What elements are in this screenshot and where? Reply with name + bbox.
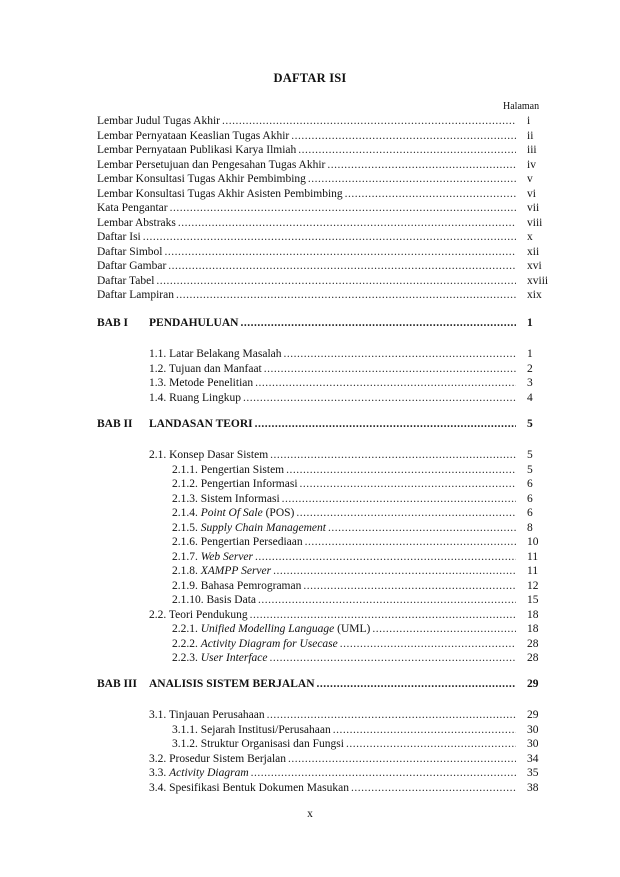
toc-label-text: 3.4. Spesifikasi Bentuk Dokumen Masukan <box>149 781 349 794</box>
toc-label-text: 2.1.4. <box>172 507 201 519</box>
toc-label-italic: Supply Chain Management <box>200 521 326 534</box>
toc-label-italic: Point Of Sale <box>200 507 263 519</box>
toc-entry-label <box>172 737 344 751</box>
dot-leader <box>346 737 516 751</box>
toc-entry-label <box>97 677 315 691</box>
toc-page-number: i <box>527 115 531 127</box>
toc-entry-subsection <box>172 550 518 564</box>
dot-leader <box>340 637 516 651</box>
toc-label-text: 2.1.6. Pengertian Persediaan <box>172 536 303 548</box>
chapter-title: PENDAHULUAN <box>149 317 239 329</box>
dot-leader <box>300 477 516 491</box>
dot-leader <box>222 114 516 128</box>
toc-entry-label <box>97 245 162 259</box>
toc-entry-label <box>172 506 294 520</box>
toc-entry-label <box>149 766 249 780</box>
dot-leader <box>168 259 516 273</box>
toc-entry-subsection <box>172 737 518 751</box>
toc-entry-section <box>149 376 518 390</box>
toc-entry-front-matter <box>97 274 518 288</box>
toc-entry-label <box>97 417 253 431</box>
toc-entry-label <box>149 448 268 462</box>
dot-leader <box>250 608 516 622</box>
toc-label-text: 1.1. Latar Belakang Masalah <box>149 348 282 360</box>
toc-entry-label <box>172 550 253 564</box>
toc-label-text: Lembar Persetujuan dan Pengesahan Tugas Akhir <box>97 158 326 171</box>
toc-label-italic: Activity Diagram for Usecase <box>200 637 338 650</box>
toc-entry-label <box>97 187 343 201</box>
toc-entry-subsection <box>172 723 518 737</box>
toc-entry-label <box>172 477 298 491</box>
toc-entry-subsection <box>172 521 518 535</box>
dot-leader <box>255 550 516 564</box>
toc-entry-subsection <box>172 593 518 607</box>
toc-label-text: Lembar Konsultasi Tugas Akhir Asisten Pembimbing <box>97 187 343 200</box>
toc-entry-label <box>149 752 286 766</box>
toc-entry-label <box>97 216 176 230</box>
chapter-title: LANDASAN TEORI <box>149 418 253 430</box>
toc-entry-front-matter <box>97 158 518 172</box>
dot-leader <box>345 187 516 201</box>
toc-page-number: 30 <box>527 723 539 736</box>
toc-page-number: 6 <box>527 478 533 490</box>
dot-leader <box>270 651 517 665</box>
toc-label-text: 2.1.3. Sistem Informasi <box>172 492 280 505</box>
dot-leader <box>251 766 516 780</box>
toc-label-text: Lembar Abstraks <box>97 216 176 229</box>
toc-label-text: 3.1. Tinjauan Perusahaan <box>149 709 265 721</box>
dot-leader <box>255 417 516 431</box>
toc-label-text: Lembar Judul Tugas Akhir <box>97 115 220 127</box>
toc-page-number: iv <box>527 158 536 171</box>
toc-entry-chapter <box>97 417 518 431</box>
toc-entry-label <box>149 781 349 795</box>
toc-entry-label <box>149 362 262 376</box>
toc-entry-front-matter <box>97 288 518 302</box>
toc-entry-front-matter <box>97 216 518 230</box>
toc-page-number: 5 <box>527 418 533 430</box>
toc-entry-subsection <box>172 477 518 491</box>
toc-page-number: vi <box>527 187 536 200</box>
toc-entry-front-matter <box>97 172 518 186</box>
toc-entry-label <box>97 274 154 288</box>
toc-entry-subsection <box>172 651 518 665</box>
toc-entry-section <box>149 781 518 795</box>
toc-entry-front-matter <box>97 201 518 215</box>
toc-page-number: 1 <box>527 317 533 329</box>
dot-leader <box>327 158 516 172</box>
dot-leader <box>164 245 516 259</box>
toc-label-text: 2.1. Konsep Dasar Sistem <box>149 449 269 461</box>
toc-label-text: Kata Pengantar <box>97 202 168 214</box>
toc-entry-label <box>97 288 174 302</box>
toc-page-number: 38 <box>527 781 539 794</box>
toc-entry-subsection <box>172 535 518 549</box>
toc-page-number: 15 <box>527 594 539 606</box>
toc-entry-label <box>172 463 284 477</box>
toc-label-text: Lembar Pernyataan Publikasi Karya Ilmiah <box>97 144 297 156</box>
dot-leader <box>178 216 516 230</box>
toc-page-number: xix <box>527 289 542 301</box>
chapter-number: BAB III <box>97 678 137 690</box>
toc-page-number: 35 <box>527 767 539 779</box>
toc-label-text: 3.1.2. Struktur Organisasi dan Fungsi <box>172 738 344 750</box>
toc-label-text: 2.1.2. Pengertian Informasi <box>172 478 298 490</box>
toc-entry-label <box>172 622 370 636</box>
toc-label-text: 2.1.5. <box>172 521 201 534</box>
toc-entry-front-matter <box>97 114 518 128</box>
toc-label-text: 1.3. Metode Penelitian <box>149 377 254 389</box>
toc-page-number: xvi <box>527 260 542 272</box>
toc-entry-label <box>97 259 166 273</box>
toc-label-text: 2.1.8. <box>172 565 201 577</box>
dot-leader <box>372 622 516 636</box>
toc-page-number: xii <box>527 245 540 258</box>
toc-entry-label <box>149 347 282 361</box>
toc-page-number: 11 <box>527 565 539 577</box>
toc-label-text: 2.2. Teori Pendukung <box>149 608 248 621</box>
toc-entry-section <box>149 362 518 376</box>
dot-leader <box>291 129 516 143</box>
toc-label-italic: XAMPP Server <box>200 565 272 577</box>
toc-entry-label <box>97 114 220 128</box>
toc-label-text: Daftar Lampiran <box>97 289 174 301</box>
toc-entry-label <box>149 376 253 390</box>
toc-label-text: 2.2.3. <box>172 652 201 664</box>
toc-page-number: 11 <box>527 550 539 563</box>
toc-entry-label <box>172 521 326 535</box>
toc-label-text: Daftar Gambar <box>97 260 167 272</box>
toc-entry-section <box>149 391 518 405</box>
toc-page-number: xviii <box>527 274 549 287</box>
toc-page-number: 3 <box>527 377 533 389</box>
dot-leader <box>170 201 516 215</box>
toc-page-number: viii <box>527 216 543 229</box>
toc-label-text: 2.1.9. Bahasa Pemrograman <box>172 579 302 592</box>
toc-page-number: 28 <box>527 637 539 650</box>
toc-label-italic: Unified Modelling Language <box>200 623 335 635</box>
toc-page-number: 2 <box>527 362 533 375</box>
dot-leader <box>286 463 516 477</box>
toc-label-text: 1.4. Ruang Lingkup <box>149 391 241 404</box>
dot-leader <box>298 143 516 157</box>
dot-leader <box>284 347 516 361</box>
toc-entry-label <box>172 564 271 578</box>
toc-page-number: 5 <box>527 463 533 476</box>
page-column-header: Halaman <box>503 101 540 112</box>
toc-label-text: Daftar Simbol <box>97 245 163 258</box>
dot-leader <box>328 521 516 535</box>
toc-label-text: (UML) <box>334 623 371 635</box>
dot-leader <box>240 316 516 330</box>
dot-leader <box>267 708 516 722</box>
dot-leader <box>288 752 516 766</box>
dot-leader <box>317 677 516 691</box>
toc-page-number: iii <box>527 144 537 156</box>
toc-page-number: x <box>527 231 533 243</box>
toc-entry-label <box>172 579 301 593</box>
toc-page-number: 4 <box>527 391 533 404</box>
chapter-title: ANALISIS SISTEM BERJALAN <box>149 678 315 690</box>
dot-leader <box>273 564 516 578</box>
toc-entry-subsection <box>172 463 518 477</box>
toc-page-number: 34 <box>527 752 539 765</box>
toc-label-text: Daftar Isi <box>97 231 141 243</box>
toc-page-number: 28 <box>527 652 539 664</box>
dot-leader <box>243 391 516 405</box>
dot-leader <box>176 288 516 302</box>
toc-label-text: 3.1.1. Sejarah Institusi/Perusahaan <box>172 723 331 736</box>
toc-page-number: 8 <box>527 521 533 534</box>
toc-entry-subsection <box>172 579 518 593</box>
dot-leader <box>308 172 516 186</box>
dot-leader <box>351 781 516 795</box>
dot-leader <box>270 448 516 462</box>
dot-leader <box>156 274 516 288</box>
toc-entry-label <box>97 230 141 244</box>
toc-label-text: Lembar Konsultasi Tugas Akhir Pembimbing <box>97 173 306 185</box>
toc-label-text: Lembar Pernyataan Keaslian Tugas Akhir <box>97 129 290 142</box>
toc-label-italic: Activity Diagram <box>169 767 249 779</box>
toc-entry-label <box>149 391 241 405</box>
toc-page-number: 30 <box>527 738 539 750</box>
toc-label-text: 3.3. <box>149 767 170 779</box>
toc-entry-subsection <box>172 492 518 506</box>
toc-entry-front-matter <box>97 259 518 273</box>
page-title: DAFTAR ISI <box>273 71 347 85</box>
dot-leader <box>258 593 516 607</box>
toc-entry-front-matter <box>97 230 518 244</box>
toc-label-text: 2.2.1. <box>172 623 201 635</box>
toc-label-text: 2.1.7. <box>172 550 201 563</box>
toc-entry-section <box>149 708 518 722</box>
dot-leader <box>264 362 516 376</box>
toc-entry-chapter <box>97 677 518 691</box>
toc-label-italic: User Interface <box>200 652 268 664</box>
toc-entry-section <box>149 752 518 766</box>
page-number: x <box>307 808 313 820</box>
toc-entry-subsection <box>172 637 518 651</box>
toc-entry-label <box>97 158 325 172</box>
toc-entry-label <box>97 172 306 186</box>
toc-page-number: ii <box>527 129 534 142</box>
toc-entry-label <box>172 492 280 506</box>
toc-page-number: vii <box>527 202 540 214</box>
toc-label-text: 1.2. Tujuan dan Manfaat <box>149 362 262 375</box>
toc-label-italic: Web Server <box>200 550 254 563</box>
toc-entry-label <box>149 608 248 622</box>
dot-leader <box>143 230 516 244</box>
toc-entry-subsection <box>172 564 518 578</box>
toc-entry-label <box>172 593 256 607</box>
toc-page-number: v <box>527 173 533 185</box>
toc-entry-subsection <box>172 622 518 636</box>
dot-leader <box>255 376 516 390</box>
toc-label-text: 3.2. Prosedur Sistem Berjalan <box>149 752 287 765</box>
toc-entry-section <box>149 347 518 361</box>
dot-leader <box>303 579 516 593</box>
toc-page-number: 18 <box>527 608 539 621</box>
toc-entry-section <box>149 608 518 622</box>
toc-entry-front-matter <box>97 143 518 157</box>
toc-entry-subsection <box>172 506 518 520</box>
dot-leader <box>282 492 516 506</box>
toc-entry-front-matter <box>97 187 518 201</box>
dot-leader <box>333 723 516 737</box>
dot-leader <box>296 506 516 520</box>
toc-label-text: 2.1.1. Pengertian Sistem <box>172 463 285 476</box>
chapter-number: BAB II <box>97 418 133 430</box>
toc-page-number: 29 <box>527 678 539 690</box>
toc-page-number: 5 <box>527 449 533 461</box>
toc-page-number: 6 <box>527 492 533 505</box>
toc-page-number: 29 <box>527 709 539 721</box>
toc-page-number: 1 <box>527 348 533 360</box>
toc-entry-label <box>172 651 268 665</box>
toc-entry-label <box>172 637 338 651</box>
toc-page-number: 10 <box>527 536 539 548</box>
toc-entry-section <box>149 766 518 780</box>
toc-page-number: 18 <box>527 623 539 635</box>
toc-label-text: 2.1.10. Basis Data <box>172 594 257 606</box>
toc-entry-label <box>172 535 303 549</box>
toc-page-number: 6 <box>527 507 533 519</box>
dot-leader <box>305 535 516 549</box>
toc-entry-label <box>97 143 296 157</box>
toc-page-number: 12 <box>527 579 539 592</box>
toc-label-text: 2.2.2. <box>172 637 201 650</box>
chapter-number: BAB I <box>97 317 128 329</box>
toc-label-text: (POS) <box>262 507 295 519</box>
toc-entry-section <box>149 448 518 462</box>
toc-entry-label <box>149 708 265 722</box>
toc-entry-label <box>97 316 238 330</box>
toc-label-text: Daftar Tabel <box>97 274 155 287</box>
toc-entry-label <box>97 201 168 215</box>
toc-entry-chapter <box>97 316 518 330</box>
toc-entry-front-matter <box>97 245 518 259</box>
toc-entry-label <box>97 129 289 143</box>
toc-entry-front-matter <box>97 129 518 143</box>
toc-entry-label <box>172 723 331 737</box>
